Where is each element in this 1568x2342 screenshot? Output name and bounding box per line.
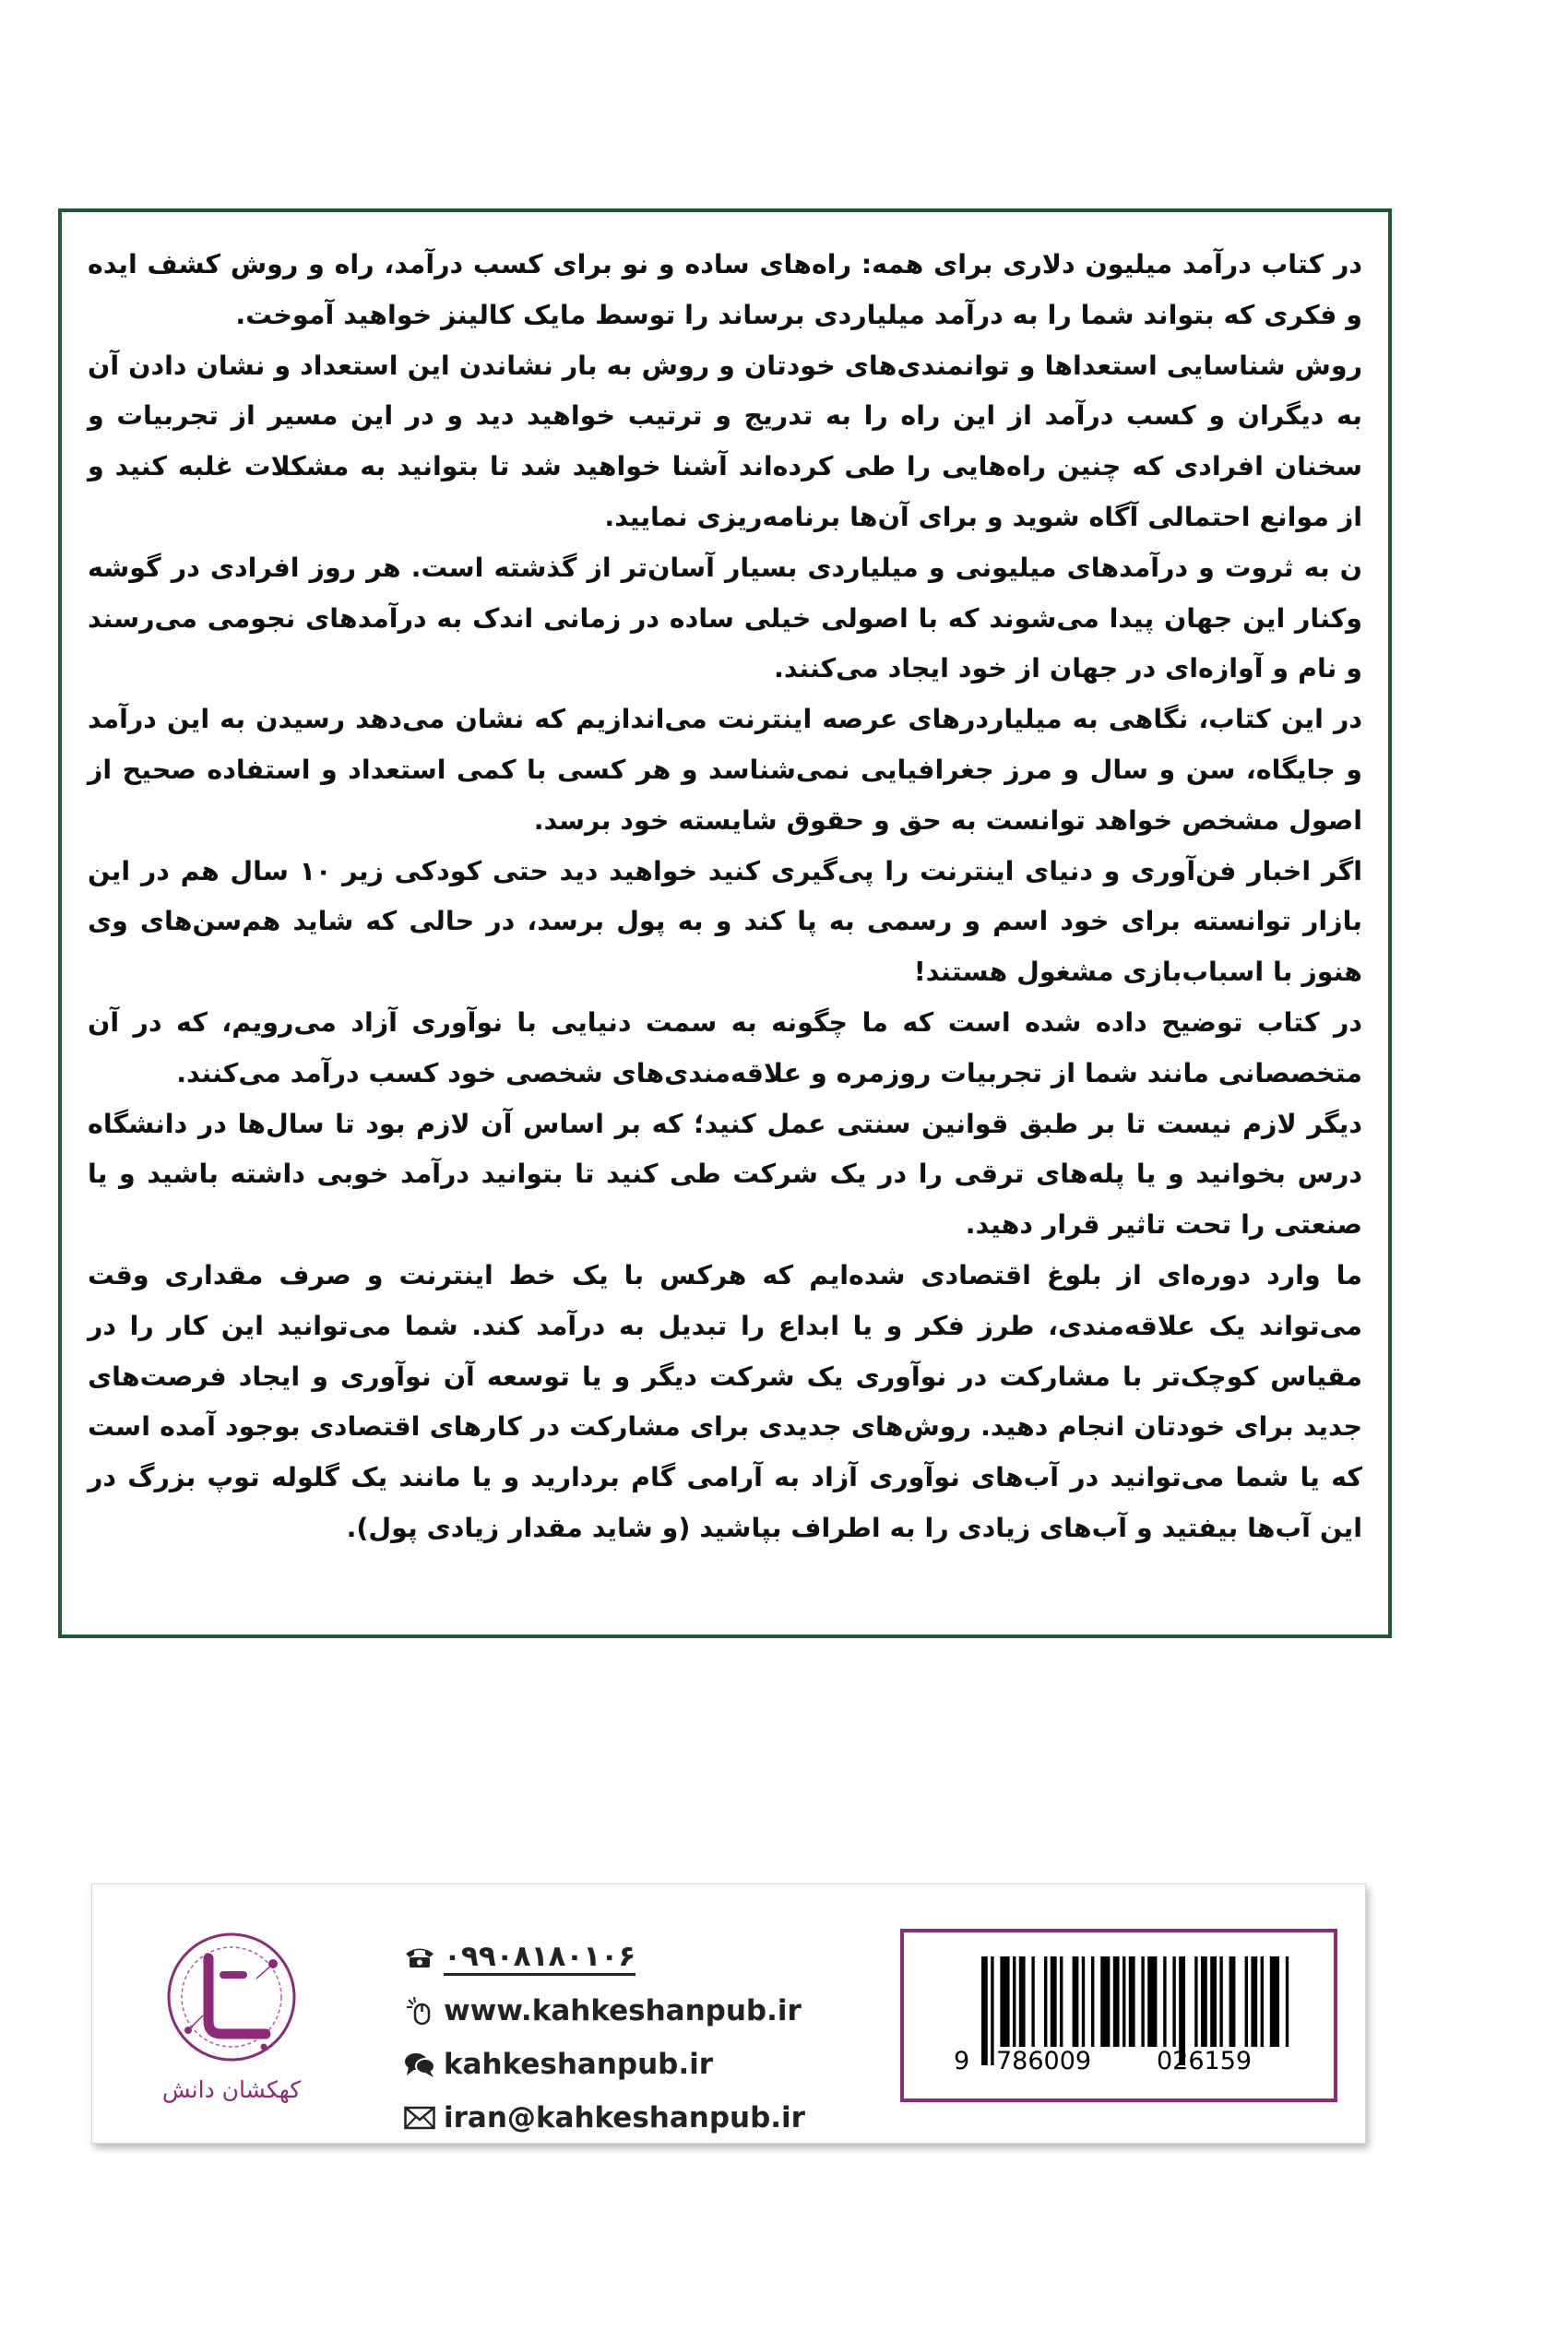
barcode-bar bbox=[1194, 1956, 1197, 2047]
barcode-bar bbox=[1100, 1956, 1110, 2047]
website-link[interactable]: www.kahkeshanpub.ir bbox=[444, 1994, 802, 2027]
paragraph-5: اگر اخبار فن‌آوری و دنیای اینترنت را پی‌گیری کنید خواهید دید حتی کودکی زیر ۱۰ سال هم در این بازار توانسته برای خود اسم و رسمی به پا کند و به پول برسد، در حالی که شاید هم‌سن‌های وی هنوز با اسباب‌بازی مشغول هستند! bbox=[88, 855, 1362, 988]
publisher-name: کهکشان دانش bbox=[161, 2076, 302, 2103]
paragraph-8: ما وارد دوره‌ای از بلوغ اقتصادی شده‌ایم که هرکس با یک خط اینترنت و صرف مقداری وقت می‌تواند یک علاقه‌مندی، طرز فکر و یا ابداع را تبدیل به درآمد کند. شما می‌توانید این کار را در مقیاس کوچک‌تر با مشارکت در نوآوری یک شرکت دیگر و یا توسعه آن نوآوری و ایجاد فرصت‌های جدید برای خودتان انجام دهید. روش‌های جدیدی برای مشارکت در کارهای اقتصادی بوجود آمده است که یا شما می‌توانید در آب‌های نوآوری آزاد به آرامی گام بردارید و یا مانند یک گلوله توپ بزرگ در این آب‌ها بیفتید و آب‌های زیادی را به اطراف بپاشید (و شاید مقدار زیادی پول). bbox=[88, 1259, 1362, 1543]
barcode-bar bbox=[1147, 1956, 1157, 2047]
phone-icon bbox=[401, 1943, 438, 1972]
barcode-bar bbox=[1044, 1956, 1047, 2047]
logo-emblem-icon bbox=[153, 1921, 310, 2078]
contact-phone bbox=[401, 1938, 636, 1977]
publisher-logo bbox=[153, 1921, 301, 2110]
barcode-bar bbox=[1219, 1956, 1222, 2047]
barcode-bar bbox=[1123, 1956, 1125, 2047]
paragraph-4: در این کتاب، نگاهی به میلیاردرهای عرصه اینترنت می‌اندازیم که نشان می‌دهد رسیدن به این درآمد و جایگاه، سن و سال و مرز جغرافیایی نمی‌شناسد و هر کسی با کمی استعداد و استفاده صحیح از اصول مشخص خواهد توانست به حق و حقوق شایسته خود برسد. bbox=[88, 704, 1362, 836]
barcode-bar bbox=[1082, 1956, 1085, 2047]
barcode-bar bbox=[1245, 1956, 1248, 2047]
barcode-bar bbox=[1229, 1956, 1236, 2047]
email-link[interactable]: iran@kahkeshanpub.ir bbox=[444, 2101, 805, 2134]
barcode-group-2: 026159 bbox=[1157, 2047, 1253, 2075]
barcode-bar bbox=[1210, 1956, 1217, 2047]
contact-social bbox=[401, 2045, 713, 2084]
barcode-bar bbox=[1091, 1956, 1094, 2047]
barcode-bar bbox=[1163, 1956, 1166, 2047]
barcode-bar bbox=[1286, 1956, 1289, 2047]
contact-website bbox=[401, 1991, 802, 2030]
publisher-info-box bbox=[91, 1884, 1366, 2144]
social-link[interactable]: kahkeshanpub.ir bbox=[444, 2048, 714, 2081]
phone-number: ۰۹۹۰۸۱۸۰۱۰۶ bbox=[444, 1940, 636, 1976]
barcode-bar bbox=[1251, 1956, 1257, 2047]
barcode-bar bbox=[1201, 1956, 1207, 2047]
barcode-bar bbox=[1129, 1956, 1135, 2047]
barcode-bar bbox=[1113, 1956, 1120, 2047]
chat-bubbles-icon bbox=[401, 2050, 438, 2079]
barcode-bar bbox=[1031, 1956, 1034, 2047]
barcode-bar bbox=[1261, 1956, 1264, 2047]
paragraph-1: در کتاب درآمد میلیون دلاری برای همه: راه‌های ساده و نو برای کسب درآمد، راه و روش کشف ایده و فکری که بتواند شما را به درآمد میلیاردی برساند را توسط مایک کالینز خواهید آموخت. bbox=[88, 249, 1362, 330]
barcode-bar bbox=[1270, 1956, 1279, 2047]
barcode-group-1: 786009 bbox=[996, 2047, 1092, 2075]
mouse-click-icon bbox=[401, 1996, 438, 2026]
envelope-icon bbox=[401, 2103, 438, 2133]
barcode-digits bbox=[944, 2047, 1295, 2076]
barcode-bar bbox=[1013, 1956, 1016, 2047]
barcode-bar bbox=[1019, 1956, 1026, 2047]
barcode-bar bbox=[1172, 1956, 1175, 2047]
barcode-bar bbox=[1000, 1956, 1009, 2047]
paragraph-7: دیگر لازم نیست تا بر طبق قوانین سنتی عمل کنید؛ که بر اساس آن لازم بود تا سال‌ها در دانشگاه درس بخوانید و یا پله‌های ترقی را در یک شرکت طی کنید تا بتوانید درآمد خوبی داشته باشید و یا صنعتی را تحت تاثیر قرار دهید. bbox=[88, 1108, 1362, 1241]
barcode-bar bbox=[1073, 1956, 1079, 2047]
barcode-bar bbox=[1141, 1956, 1144, 2047]
description-box bbox=[58, 208, 1392, 1638]
paragraph-3: ن به ثروت و درآمدهای میلیونی و میلیاردی بسیار آسان‌تر از گذشته است. هر روز افرادی در گوشه وکنار این جهان پیدا می‌شوند که با اصولی خیلی ساده در زمانی اندک به درآمدهای نجومی می‌رسند و نام و آوازه‌ای در جهان از خود ایجاد می‌کنند. bbox=[88, 552, 1362, 684]
paragraph-2: روش شناسایی استعداها و توانمندی‌های خودتان و روش به بار نشاندن این استعداد و نشان دادن آن به دیگران و کسب درآمد از این راه را به تدریج و ترتیب خواهید دید و در این مسیر از تجربیات و سخنان افرادی که چنین راه‌هایی را طی کرده‌اند آشنا خواهید شد تا بتوانید به مشکلات غلبه کنید و از موانع احتمالی آگاه شوید و برای آن‌ها برنامه‌ریزی نمایید. bbox=[88, 350, 1362, 532]
barcode-bar bbox=[1060, 1956, 1063, 2047]
contact-email bbox=[401, 2098, 805, 2137]
barcode-digit-first: 9 bbox=[954, 2047, 970, 2075]
barcode-bar bbox=[1051, 1956, 1057, 2047]
barcode-frame bbox=[900, 1929, 1337, 2102]
paragraph-6: در کتاب توضیح داده شده است که ما چگونه به سمت دنیایی با نوآوری آزاد می‌رویم، که در آن متخصصانی مانند شما از تجربیات روزمره و علاقه‌مندی‌های شخصی خود کسب درآمد می‌کنند. bbox=[88, 1006, 1362, 1088]
